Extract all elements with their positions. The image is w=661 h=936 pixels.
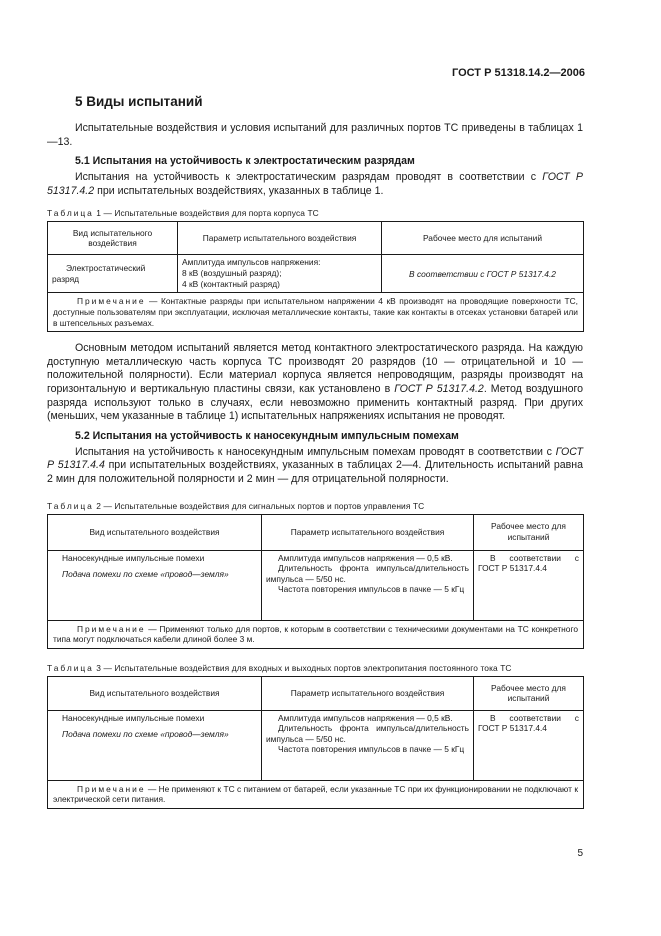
table-2-note: Примечание — Применяют только для портов, к которым в соответствии с техническими документами на ТС конкретного типа могут подключаться кабели длиной более 3 м. <box>48 620 584 648</box>
table-1-header-cell: Вид испытательного воздействия <box>48 222 178 255</box>
table-1-workplace: В соответствии с ГОСТ Р 51317.4.2 <box>382 255 584 293</box>
table-2-header-cell: Параметр испытательного воздействия <box>262 514 474 550</box>
table-2-note-row <box>48 620 584 648</box>
table-2-header-cell: Рабочее место для испытаний <box>474 514 584 550</box>
table-2 <box>47 514 584 649</box>
table-2-caption: Таблица 2 — Испытательные воздействия для сигнальных портов и портов управления ТС <box>47 500 425 511</box>
table-3-header-cell: Рабочее место для испытаний <box>474 676 584 710</box>
table-1-parameter: Амплитуда импульсов напряжения: 8 кВ (воздушный разряд); 4 кВ (контактный разряд) <box>178 255 382 293</box>
table-1 <box>47 221 584 332</box>
table-1-caption: Таблица 1 — Испытательные воздействия для порта корпуса ТС <box>47 208 319 219</box>
page-number: 5 <box>577 848 583 859</box>
table-1-note: Примечание — Контактные разряды при испытательном напряжении 4 кВ производят на проводящие поверхности ТС, доступные пользователям при эксплуатации, исключая металлические контакты, такие как контакты в отсеках установки батарей или в штепсельных разъемах. <box>48 293 584 332</box>
table-1-test-type: Электростатический разряд <box>48 255 178 293</box>
table-row <box>48 550 584 620</box>
subsection-5-2-title: 5.2 Испытания на устойчивость к наносекундным импульсным помехам <box>75 429 459 442</box>
table-row <box>48 710 584 780</box>
table-3 <box>47 676 584 809</box>
table-1-note-row <box>48 293 584 332</box>
table-1-header-row <box>48 222 584 255</box>
subsection-5-2-text: Испытания на устойчивость к наносекундным импульсным помехам проводят в соответствии с ГОСТ Р 51317.4.4 при испытательных воздействиях, указанных в таблицах 2—4. Длительность испытаний равна 2 мин для положительной полярности и 2 мин — для отрицательной полярности. <box>47 445 584 485</box>
table-1-header-cell: Параметр испытательного воздействия <box>178 222 382 255</box>
page-content <box>47 94 583 809</box>
table-2-parameter: Амплитуда импульсов напряжения — 0,5 кВ. Длительность фронта импульса/длительность импульса — 5/50 нс. Частота повторения импульсов в пачке — 5 кГц <box>262 550 474 620</box>
table-3-caption: Таблица 3 — Испытательные воздействия для входных и выходных портов электропитания постоянного тока ТС <box>47 662 512 673</box>
table-3-header-cell: Параметр испытательного воздействия <box>262 676 474 710</box>
table-2-workplace: В соответствии с ГОСТ Р 51317.4.4 <box>474 550 584 620</box>
table-3-header-row <box>48 676 584 710</box>
table-3-workplace: В соответствии с ГОСТ Р 51317.4.4 <box>474 710 584 780</box>
subsection-5-1-title: 5.1 Испытания на устойчивость к электростатическим разрядам <box>75 155 415 168</box>
table-3-parameter: Амплитуда импульсов напряжения — 0,5 кВ. Длительность фронта импульса/длительность импульса — 5/50 нс. Частота повторения импульсов в пачке — 5 кГц <box>262 710 474 780</box>
table-2-header-cell: Вид испытательного воздействия <box>48 514 262 550</box>
table-2-test-type: Наносекундные импульсные помехи Подача помехи по схеме «провод—земля» <box>48 550 262 620</box>
table-3-note: Примечание — Не применяют к ТС с питанием от батарей, если указанные ТС при их функционировании не подключают к электрической сети питания. <box>48 780 584 808</box>
main-method-paragraph: Основным методом испытаний является метод контактного электростатического разряда. На каждую доступную металлическую часть корпуса ТС производят 20 разрядов (10 — отрицательной и 10 — положительной полярности). Если материал корпуса является непроводящим, разряды производят на горизонтальную и вертикальную пластины связи, как установлено в ГОСТ Р 51317.4.2. Метод воздушного разряда используют только в случаях, если невозможно применить контактный разряд. При других (меньших, чем указанные в таблице 1) испытательных напряжениях испытания не проводят. <box>47 342 583 423</box>
table-row <box>48 255 584 293</box>
table-3-note-row <box>48 780 584 808</box>
section-intro: Испытательные воздействия и условия испытаний для различных портов ТС приведены в таблицах 1—13. <box>47 122 583 148</box>
table-2-header-row <box>48 514 584 550</box>
table-1-header-cell: Рабочее место для испытаний <box>382 222 584 255</box>
subsection-5-1-text: Испытания на устойчивость к электростатическим разрядам проводят в соответствии с ГОСТ Р 51317.4.2 при испытательных воздействиях, указанных в таблице 1. <box>47 171 584 197</box>
section-title: 5 Виды испытаний <box>75 94 203 109</box>
table-3-header-cell: Вид испытательного воздействия <box>48 676 262 710</box>
table-3-test-type: Наносекундные импульсные помехи Подача помехи по схеме «провод—земля» <box>48 710 262 780</box>
document-id: ГОСТ Р 51318.14.2—2006 <box>451 67 585 79</box>
